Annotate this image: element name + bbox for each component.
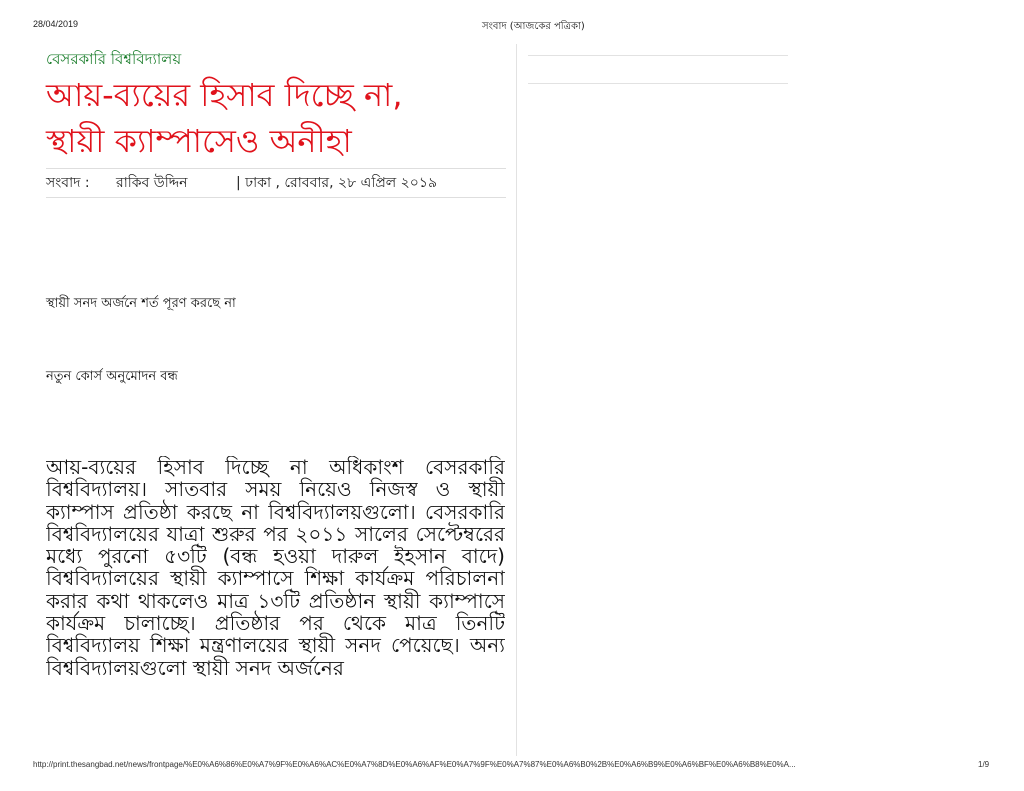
headline-line-2: স্থায়ী ক্যাম্পাসেও অনীহা (46, 122, 352, 160)
byline (46, 168, 506, 198)
subheading-course-approval: নতুন কোর্স অনুমোদন বন্ধ (46, 369, 178, 384)
subheading-permanent-certificate: স্থায়ী সনদ অর্জনে শর্ত পূরণ করছে না (46, 296, 236, 311)
print-footer-url: http://print.thesangbad.net/news/frontpage/%E0%A6%86%E0%A7%9F%E0%A6%AC%E0%A7%8D%E0%A6%AF%E0%A7%9F%E0%A7%87%E0%A6%B0%2B%E0%A6%B9%E0%A6%BF%E0%A6%B8%E0%A... (33, 760, 796, 769)
column-divider (516, 44, 517, 756)
byline-author: রাকিব উদ্দিন (116, 175, 188, 191)
print-page-number: 1/9 (978, 760, 990, 769)
sidebar-rule-top (528, 55, 788, 56)
print-page-title: সংবাদ (আজকের পত্রিকা) (482, 21, 585, 32)
article-headline (46, 72, 506, 164)
article-shoulder: বেসরকারি বিশ্ববিদ্যালয় (46, 50, 182, 68)
article-header (46, 48, 506, 198)
byline-label: সংবাদ : (46, 175, 90, 191)
byline-date: | ঢাকা , রোববার, ২৮ এপ্রিল ২০১৯ (236, 175, 438, 191)
article-body: আয়-ব্যয়ের হিসাব দিচ্ছে না অধিকাংশ বেসরকারি বিশ্ববিদ্যালয়। সাতবার সময় নিয়েও নিজস্ব ও স্থায়ী ক্যাম্পাস প্রতিষ্ঠা করছে না বিশ্ববিদ্যালয়গুলো। বেসরকারি বিশ্ববিদ্যালয়ের যাত্রা শুরুর পর ২০১১ সালের সেপ্টেম্বরের মধ্যে পুরনো ৫৩টি (বন্ধ হওয়া দারুল ইহসান বাদে) বিশ্ববিদ্যালয়ের স্থায়ী ক্যাম্পাসে শিক্ষা কার্যক্রম পরিচালনা করার কথা থাকলেও মাত্র ১৩টি প্রতিষ্ঠান স্থায়ী ক্যাম্পাসে কার্যক্রম চালাচ্ছে। প্রতিষ্ঠার পর থেকে মাত্র তিনটি বিশ্ববিদ্যালয় শিক্ষা মন্ত্রণালয়ের স্থায়ী সনদ পেয়েছে। অন্য বিশ্ববিদ্যালয়গুলো স্থায়ী সনদ অর্জনের (46, 456, 505, 680)
sidebar-rule-bottom (528, 83, 788, 84)
headline-line-1: আয়-ব্যয়ের হিসাব দিচ্ছে না, (46, 76, 403, 114)
print-date: 28/04/2019 (33, 19, 79, 29)
